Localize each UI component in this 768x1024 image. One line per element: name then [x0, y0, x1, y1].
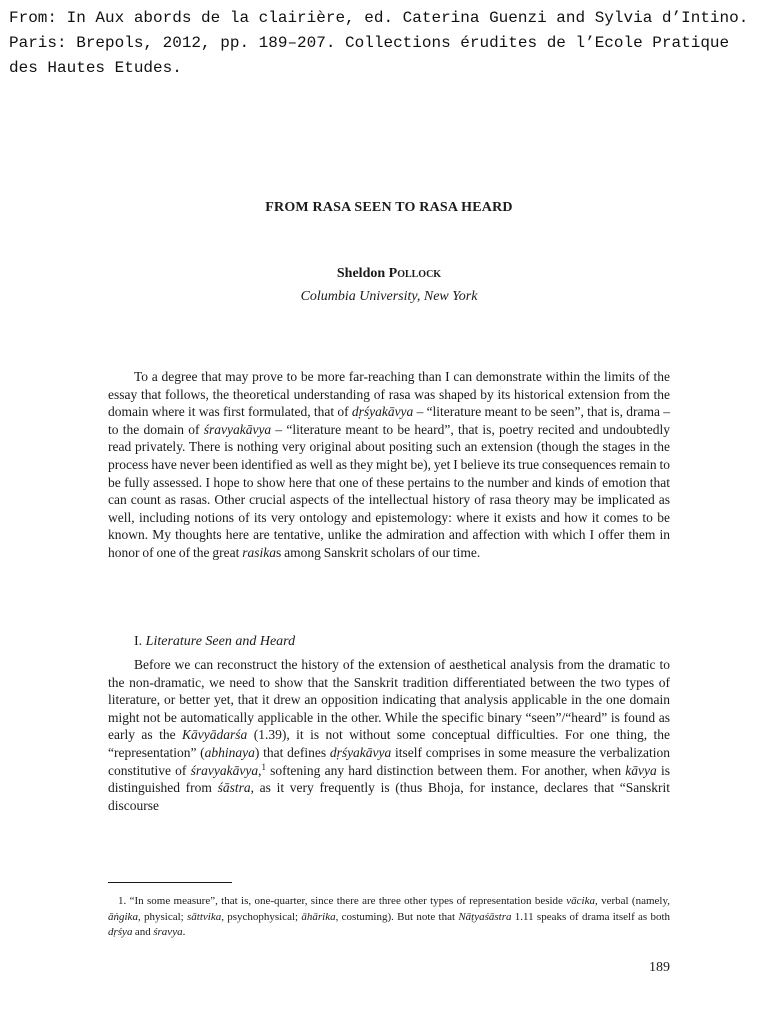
text-run: , costuming). But note that: [335, 910, 459, 923]
footnote-ref: 1: [261, 761, 266, 772]
text-run: , physical;: [137, 910, 187, 923]
italic-term: āṅgika: [108, 910, 138, 923]
text-run: ,: [258, 762, 262, 778]
italic-term: kāvya: [625, 762, 657, 778]
footnote-1: [108, 894, 670, 941]
citation-header: From: In Aux abords de la clairière, ed. Caterina Guenzi and Sylvia d’Intino. Paris: Brepols, 2012, pp. 189–207. Collections érudites de l’Ecole Pratique des Hautes Etudes.: [9, 9, 749, 77]
italic-term: vācika: [566, 895, 595, 907]
section-heading: [134, 634, 295, 650]
author-first-name: Sheldon: [336, 266, 386, 281]
text-run: – “literature meant to be seen”, that is, drama – to the domain of: [108, 404, 670, 437]
paragraph-text: [108, 368, 670, 562]
italic-term: Kāvyādarśa: [182, 727, 248, 743]
text-run: , as it very frequently is (thus Bhoja, for instance, declares that “Sanskrit discourse: [108, 780, 671, 813]
author-name: [108, 266, 670, 282]
italic-term: śravyakāvya: [190, 762, 259, 778]
text-run: .: [182, 926, 186, 938]
italic-term: śravyakāvya: [203, 421, 272, 437]
italic-term: dṛśya: [108, 926, 133, 938]
body-paragraph-1: [108, 368, 670, 562]
italic-term: āhārika: [301, 910, 336, 923]
article-title: FROM RASA SEEN TO RASA HEARD: [265, 200, 513, 215]
body-paragraph-2: [108, 656, 670, 814]
page-number: 189: [649, 960, 670, 975]
text-run: ) that defines: [254, 744, 330, 760]
author-last-name: Pollock: [388, 266, 442, 281]
italic-term: dṛśyakāvya: [329, 744, 392, 760]
italic-term: śravya: [153, 926, 183, 938]
author-affiliation: Columbia University, New York: [300, 289, 478, 304]
section-number: I.: [134, 634, 143, 649]
footnote-divider: [108, 882, 232, 883]
text-run: , psychophysical;: [221, 910, 302, 923]
italic-term: abhinaya: [204, 744, 255, 760]
text-run: 1. “In some measure”, that is, one-quarter, since there are three other types of representation beside: [118, 895, 567, 907]
italic-term: Nāṭyaśāstra: [458, 910, 512, 923]
section-title: Literature Seen and Heard: [145, 634, 296, 649]
text-run: (1.39), it is not without some conceptual difficulties. For one thing, the “representation” (: [108, 727, 671, 760]
text-run: – “literature meant to be heard”, that is, poetry recited and undoubtedly read privately. There is nothing very original about positing such an extension (though the stages in the process have never been identified as well as they might be), yet I believe its true consequences remain to be fully assessed. I hope to show here that one of these pertains to the number and kinds of emotion that can count as rasas. Other crucial aspects of the intellectual history of rasa theory may be implicated as well, including notions of its very ontology and epistemology: where it exists and how it comes to be known. My thoughts here are tentative, unlike the admiration and affection with which I offer them in honor of one of the great: [108, 421, 670, 560]
italic-term: rasika: [242, 544, 276, 560]
text-run: and: [132, 926, 154, 938]
paragraph-text: [108, 656, 670, 814]
italic-term: dṛśyakāvya: [351, 404, 414, 420]
text-run: Before we can reconstruct the history of the extension of aesthetical analysis from the dramatic to the non-dramatic, we need to show that the Sanskrit tradition differentiated between the two types of literature, or better yet, that it drew an opposition indicating that analysis applicable in the one domain might not be automatically applicable in the other. While the specific binary “seen”/“heard” is found as early as the: [108, 657, 670, 743]
text-run: is distinguished from: [108, 762, 670, 796]
text-run: , verbal (namely,: [595, 895, 670, 907]
italic-term: śāstra: [217, 780, 251, 796]
text-run: 1.11 speaks of drama itself as both: [511, 910, 671, 923]
text-run: s among Sanskrit scholars of our time.: [275, 544, 481, 560]
italic-term: sāttvika: [186, 910, 222, 923]
text-run: itself comprises in some measure the verbalization constitutive of: [108, 744, 670, 778]
text-run: To a degree that may prove to be more far-reaching than I can demonstrate within the limits of the essay that follows, the theoretical understanding of rasa was shaped by its historical extension from the domain where it was first formulated, that of: [108, 369, 670, 420]
footnote-text: [108, 894, 670, 941]
text-run: softening any hard distinction between them. For another, when: [265, 762, 626, 778]
